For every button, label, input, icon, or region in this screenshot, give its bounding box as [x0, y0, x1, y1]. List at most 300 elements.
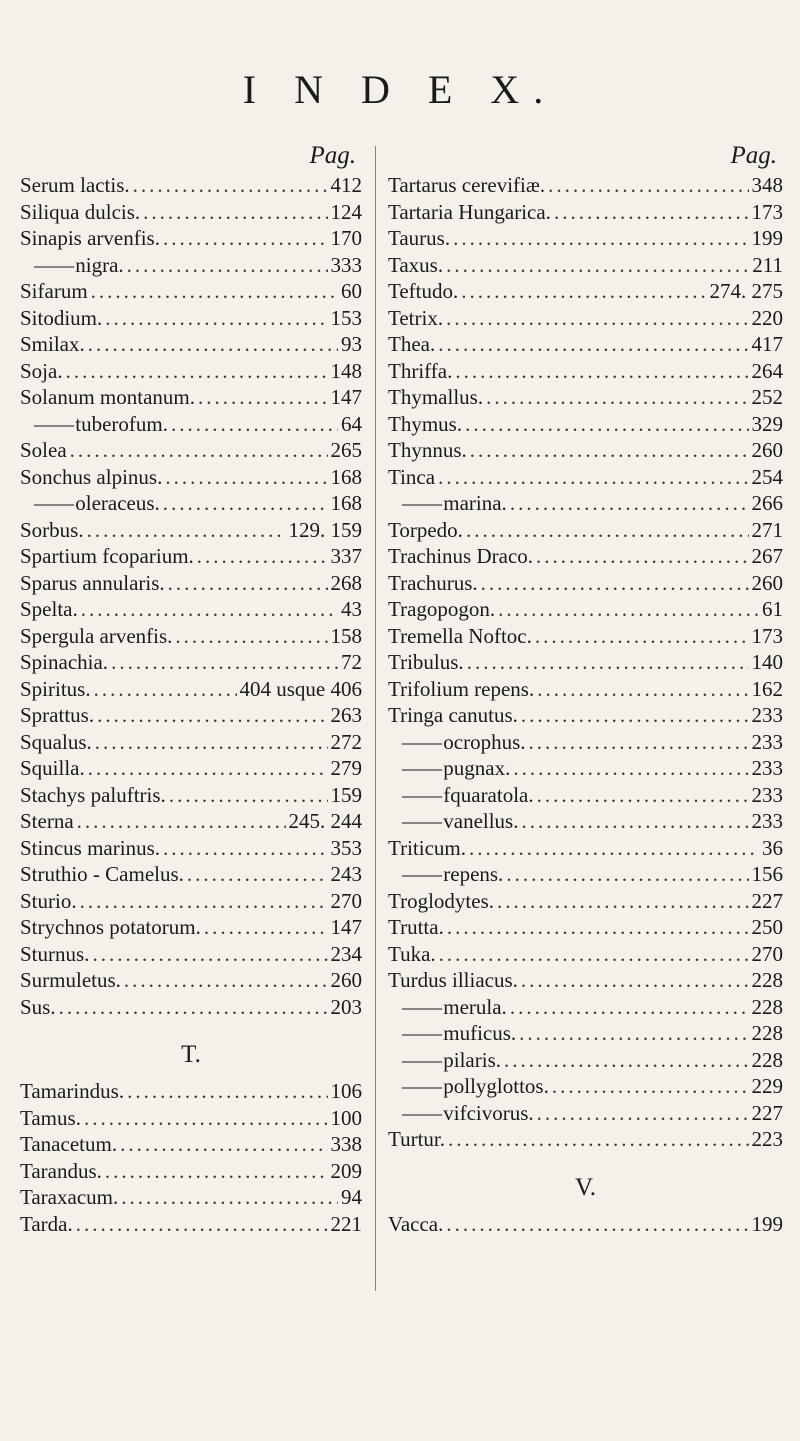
index-entry	[388, 1047, 783, 1074]
index-entry	[388, 861, 783, 888]
index-entry	[388, 411, 783, 438]
entry-name: Tinca	[388, 464, 436, 489]
dot-leader	[466, 517, 749, 544]
entry-page: 228	[751, 1047, 783, 1072]
dot-leader	[169, 782, 328, 809]
dot-leader	[94, 676, 237, 703]
dot-leader	[105, 1158, 328, 1185]
dot-leader	[498, 596, 759, 623]
index-entry	[20, 172, 362, 199]
entry-page: 250	[751, 915, 783, 939]
entry-page: 264	[751, 358, 783, 383]
index-entry	[388, 384, 783, 411]
index-entry	[388, 1020, 783, 1047]
entry-page: 223	[751, 1127, 783, 1151]
entry-page: 148	[330, 358, 362, 383]
entry-page: 234	[330, 941, 362, 966]
entry-name: Thymallus.	[388, 385, 484, 409]
dot-leader	[143, 199, 327, 226]
entry-name: Strychnos potatorum.	[20, 915, 201, 939]
entry-name: Teftudo.	[388, 279, 459, 303]
entry-name: Turtur.	[388, 1127, 446, 1151]
index-entry	[20, 543, 362, 570]
dot-leader	[197, 543, 328, 570]
dot-leader	[88, 331, 338, 358]
dot-leader	[84, 1105, 328, 1132]
entry-name: Sprattus.	[20, 703, 95, 727]
dot-leader	[91, 278, 338, 305]
entry-name: —— vanellus.	[388, 808, 518, 835]
entry-page: 274. 275	[709, 279, 783, 303]
dot-leader	[510, 490, 749, 517]
dot-leader	[521, 967, 749, 994]
dot-leader	[446, 252, 749, 279]
entry-name: Smilax.	[20, 332, 85, 356]
index-entry	[388, 1211, 783, 1238]
dot-leader	[66, 358, 328, 385]
index-entry	[20, 967, 362, 994]
dot-leader	[537, 676, 748, 703]
entry-page: 94	[341, 1185, 362, 1209]
entry-page: 211	[752, 252, 783, 277]
dot-leader	[204, 914, 328, 941]
entry-page: 209	[330, 1158, 362, 1183]
entry-page: 412	[330, 173, 362, 197]
entry-page: 353	[330, 835, 362, 860]
dot-leader	[81, 596, 338, 623]
entry-name: Taraxacum.	[20, 1185, 119, 1209]
left-column	[20, 142, 362, 1237]
dot-leader	[497, 888, 749, 915]
dot-leader	[59, 994, 328, 1021]
entry-name: Taurus.	[388, 226, 451, 250]
entry-name: Tamarindus.	[20, 1079, 125, 1103]
right-pag-header: Pag.	[730, 142, 777, 169]
index-entry	[388, 835, 783, 862]
entry-page: 260	[751, 570, 783, 595]
dot-leader	[467, 649, 749, 676]
entry-page: 254	[751, 464, 783, 489]
entry-page: 233	[751, 809, 783, 833]
entry-name: Trifolium repens.	[388, 676, 535, 701]
entry-page: 147	[330, 385, 362, 409]
entry-page: 268	[330, 570, 362, 595]
index-entry	[20, 199, 362, 226]
dot-leader	[438, 464, 748, 491]
dot-leader	[453, 225, 748, 252]
entry-name: Sinapis arvenfis.	[20, 226, 160, 250]
dot-leader	[455, 358, 748, 385]
entry-name: —— merula.	[388, 994, 507, 1021]
index-entry	[388, 596, 783, 623]
entry-name: Squalus.	[20, 729, 92, 754]
dot-leader	[88, 755, 328, 782]
entry-name: Thymus.	[388, 411, 463, 436]
entry-page: 162	[751, 676, 783, 701]
entry-name: Sterna	[20, 809, 74, 833]
entry-name: Siliqua dulcis.	[20, 199, 141, 224]
index-entry	[388, 252, 783, 279]
dot-leader	[80, 888, 328, 915]
entry-page: 227	[751, 1100, 783, 1125]
dot-leader	[127, 252, 328, 279]
entry-page: 417	[751, 332, 783, 356]
entry-name: Sifarum	[20, 279, 88, 303]
entry-page: 60	[341, 279, 362, 303]
entry-name: Serum lactis.	[20, 173, 130, 197]
dot-leader	[470, 437, 749, 464]
left-pag-header: Pag.	[309, 142, 356, 169]
section-letter-t: T.	[181, 1041, 201, 1068]
entry-page: 220	[751, 305, 783, 330]
index-entry	[20, 702, 362, 729]
entry-page: 266	[751, 491, 783, 515]
entry-page: 233	[751, 756, 783, 780]
index-entry	[20, 437, 362, 464]
dot-leader	[519, 1020, 748, 1047]
index-entry	[388, 808, 783, 835]
index-entry	[20, 888, 362, 915]
entry-page: 170	[330, 226, 362, 250]
entry-name: Vacca.	[388, 1211, 444, 1236]
entry-name: —— pollyglottos.	[388, 1073, 549, 1100]
entry-name: Sonchus alpinus.	[20, 464, 163, 489]
dot-leader	[165, 464, 327, 491]
index-entry	[388, 994, 783, 1021]
entry-page: 43	[341, 597, 362, 621]
entry-page: 147	[330, 915, 362, 939]
entry-page: 338	[330, 1132, 362, 1156]
entry-name: —— fquaratola.	[388, 782, 534, 809]
entry-page: 265	[330, 438, 362, 462]
entry-name: Triticum.	[388, 835, 466, 860]
entry-name: Trachurus.	[388, 570, 478, 595]
dot-leader	[95, 729, 328, 756]
dot-leader	[121, 1184, 338, 1211]
index-entry	[20, 1105, 362, 1132]
dot-leader	[535, 623, 749, 650]
index-entry	[20, 464, 362, 491]
entry-page: 221	[330, 1211, 362, 1236]
index-entry	[388, 1126, 783, 1153]
right-index-list-v	[388, 1211, 783, 1238]
entry-page: 93	[341, 332, 362, 356]
index-entry	[20, 861, 362, 888]
entry-name: Sturnus.	[20, 941, 90, 966]
entry-page: 153	[330, 305, 362, 330]
index-entry	[388, 172, 783, 199]
dot-leader	[111, 649, 338, 676]
index-entry	[20, 1078, 362, 1105]
entry-page: 260	[330, 968, 362, 992]
index-entry	[20, 1184, 362, 1211]
right-index-list	[388, 172, 783, 1153]
entry-name: Stincus marinus.	[20, 835, 160, 860]
entry-name: Tarda.	[20, 1211, 73, 1236]
entry-name: —— nigra.	[20, 252, 124, 279]
entry-name: —— repens.	[388, 861, 503, 888]
entry-page: 229	[751, 1074, 783, 1098]
index-entry	[20, 384, 362, 411]
entry-page: 233	[751, 703, 783, 727]
entry-page: 168	[330, 464, 362, 489]
entry-name: —— pugnax.	[388, 755, 510, 782]
index-entry	[20, 411, 362, 438]
entry-page: 228	[751, 994, 783, 1019]
entry-page: 227	[751, 888, 783, 913]
entry-page: 233	[751, 782, 783, 807]
entry-name: Tragopogon.	[388, 597, 496, 621]
dot-leader	[504, 1047, 749, 1074]
left-index-list	[20, 172, 362, 1020]
index-entry	[388, 623, 783, 650]
entry-name: Tartarus cerevifiæ.	[388, 173, 546, 197]
entry-name: Trutta.	[388, 915, 444, 939]
index-entry	[20, 1131, 362, 1158]
entry-name: —— vifcivorus.	[388, 1100, 534, 1127]
dot-leader	[175, 623, 327, 650]
entry-page: 271	[751, 517, 783, 542]
dot-leader	[171, 411, 338, 438]
dot-leader	[105, 305, 327, 332]
index-entry	[20, 808, 362, 835]
index-entry	[20, 517, 362, 544]
entry-page: 173	[751, 623, 783, 648]
index-entry	[388, 331, 783, 358]
index-entry	[388, 649, 783, 676]
dot-leader	[133, 172, 328, 199]
index-entry	[20, 755, 362, 782]
index-entry	[388, 358, 783, 385]
entry-name: —— pilaris.	[388, 1047, 501, 1074]
entry-name: Tetrix.	[388, 305, 444, 330]
dot-leader	[446, 1211, 748, 1238]
entry-name: Tuka.	[388, 941, 436, 966]
index-entry	[20, 305, 362, 332]
entry-name: Tamus.	[20, 1105, 81, 1130]
entry-page: 329	[751, 411, 783, 436]
column-divider	[375, 146, 376, 1291]
entry-name: Sus.	[20, 994, 56, 1019]
dot-leader	[439, 941, 749, 968]
entry-name: Solea	[20, 438, 67, 462]
entry-page: 228	[751, 1021, 783, 1045]
entry-name: Tringa canutus.	[388, 703, 518, 727]
entry-name: Sparus annularis.	[20, 570, 165, 595]
index-entry	[20, 490, 362, 517]
entry-page: 270	[330, 888, 362, 913]
index-entry	[20, 914, 362, 941]
entry-name: —— muficus.	[388, 1020, 516, 1047]
entry-name: Tremella Noftoc.	[388, 623, 532, 648]
entry-page: 270	[751, 941, 783, 966]
entry-name: Soja.	[20, 358, 63, 383]
index-entry	[20, 729, 362, 756]
dot-leader	[486, 384, 748, 411]
index-entry	[20, 1211, 362, 1238]
entry-name: Struthio - Camelus.	[20, 862, 184, 886]
entry-page: 245. 244	[288, 809, 362, 833]
entry-page: 267	[751, 544, 783, 568]
entry-name: Turdus illiacus.	[388, 968, 518, 992]
page-title: I N D E X.	[242, 67, 558, 112]
right-column	[388, 142, 783, 1237]
index-entry	[20, 941, 362, 968]
entry-page: 233	[751, 729, 783, 754]
index-entry	[388, 199, 783, 226]
index-entry	[388, 755, 783, 782]
entry-name: Sitodium.	[20, 305, 103, 330]
dot-leader	[465, 411, 748, 438]
entry-name: Taxus.	[388, 252, 444, 277]
entry-name: Sturio.	[20, 888, 77, 913]
index-entry	[388, 1100, 783, 1127]
index-entry	[388, 225, 783, 252]
index-entry	[388, 464, 783, 491]
index-entry	[20, 331, 362, 358]
entry-page: 272	[330, 729, 362, 754]
index-entry	[20, 570, 362, 597]
dot-leader	[529, 729, 749, 756]
index-entry	[388, 941, 783, 968]
entry-page: 100	[330, 1105, 362, 1130]
dot-leader	[92, 941, 327, 968]
dot-leader	[469, 835, 759, 862]
dot-leader	[446, 305, 748, 332]
section-letter-v: V.	[574, 1173, 597, 1201]
dot-leader	[163, 490, 328, 517]
dot-leader	[536, 543, 748, 570]
dot-leader	[438, 331, 748, 358]
entry-page: 260	[751, 438, 783, 462]
entry-page: 156	[751, 862, 783, 886]
index-entry	[20, 252, 362, 279]
entry-page: 337	[330, 544, 362, 568]
index-entry	[20, 782, 362, 809]
dot-leader	[447, 914, 749, 941]
entry-page: 333	[330, 252, 362, 277]
index-entry	[20, 835, 362, 862]
entry-page: 72	[341, 650, 362, 674]
dot-leader	[127, 1078, 327, 1105]
entry-page: 348	[751, 173, 783, 197]
index-entry	[388, 543, 783, 570]
entry-page: 168	[330, 491, 362, 515]
dot-leader	[97, 702, 327, 729]
index-entry	[388, 1073, 783, 1100]
entry-name: Torpedo.	[388, 517, 463, 542]
index-entry	[20, 676, 362, 703]
dot-leader	[554, 199, 749, 226]
entry-name: Tartaria Hungarica.	[388, 199, 551, 224]
entry-name: —— ocrophus.	[388, 729, 526, 756]
dot-leader	[506, 861, 748, 888]
dot-leader	[70, 437, 328, 464]
entry-name: Spinachia.	[20, 650, 109, 674]
index-entry	[388, 490, 783, 517]
entry-page: 263	[330, 703, 362, 727]
entry-page: 199	[751, 226, 783, 250]
dot-leader	[510, 994, 749, 1021]
entry-page: 140	[751, 650, 783, 674]
dot-leader	[163, 835, 328, 862]
dot-leader	[120, 1131, 327, 1158]
dot-leader	[552, 1073, 749, 1100]
index-entry	[20, 649, 362, 676]
index-entry	[20, 623, 362, 650]
entry-name: Spartium fcoparium.	[20, 544, 194, 568]
index-entry	[388, 914, 783, 941]
entry-name: Thea.	[388, 332, 436, 356]
index-entry	[388, 278, 783, 305]
entry-name: —— marina.	[388, 490, 507, 517]
entry-name: Tanacetum.	[20, 1132, 118, 1156]
entry-page: 64	[341, 411, 362, 436]
dot-leader	[521, 702, 749, 729]
index-entry	[388, 305, 783, 332]
index-entry	[388, 782, 783, 809]
entry-name: Solanum montanum.	[20, 385, 195, 409]
entry-name: Sorbus.	[20, 517, 84, 542]
entry-name: Troglodytes.	[388, 888, 494, 913]
index-entry	[20, 358, 362, 385]
entry-name: —— tuberofum.	[20, 411, 168, 438]
dot-leader	[187, 861, 328, 888]
index-entry	[388, 437, 783, 464]
index-entry	[20, 278, 362, 305]
entry-name: Surmuletus.	[20, 968, 121, 992]
index-entry	[388, 570, 783, 597]
index-entry	[388, 888, 783, 915]
index-entry	[20, 596, 362, 623]
dot-leader	[461, 278, 706, 305]
entry-page: 158	[330, 623, 362, 648]
dot-leader	[513, 755, 748, 782]
entry-page: 106	[330, 1079, 362, 1103]
dot-leader	[548, 172, 748, 199]
dot-leader	[481, 570, 749, 597]
entry-page: 61	[762, 597, 783, 621]
dot-leader	[87, 517, 286, 544]
entry-name: Thynnus.	[388, 438, 467, 462]
dot-leader	[77, 808, 286, 835]
entry-page: 203	[330, 994, 362, 1019]
index-entry	[388, 676, 783, 703]
dot-leader	[168, 570, 328, 597]
index-entry	[20, 994, 362, 1021]
dot-leader	[537, 1100, 749, 1127]
index-entry	[388, 967, 783, 994]
entry-name: Spergula arvenfis.	[20, 623, 173, 648]
index-entry	[20, 225, 362, 252]
dot-leader	[448, 1126, 748, 1153]
index-entry	[388, 517, 783, 544]
index-entry	[20, 1158, 362, 1185]
entry-page: 252	[751, 385, 783, 409]
entry-name: Thriffa.	[388, 358, 453, 383]
left-index-list-t	[20, 1078, 362, 1237]
entry-page: 199	[751, 1211, 783, 1236]
entry-page: 129. 159	[288, 517, 362, 542]
index-entry	[388, 729, 783, 756]
entry-page: 36	[762, 835, 783, 860]
entry-name: Spelta.	[20, 597, 78, 621]
index-entry	[388, 702, 783, 729]
dot-leader	[124, 967, 328, 994]
entry-page: 159	[330, 782, 362, 807]
entry-page: 243	[330, 862, 362, 886]
entry-name: Squilla.	[20, 756, 85, 780]
